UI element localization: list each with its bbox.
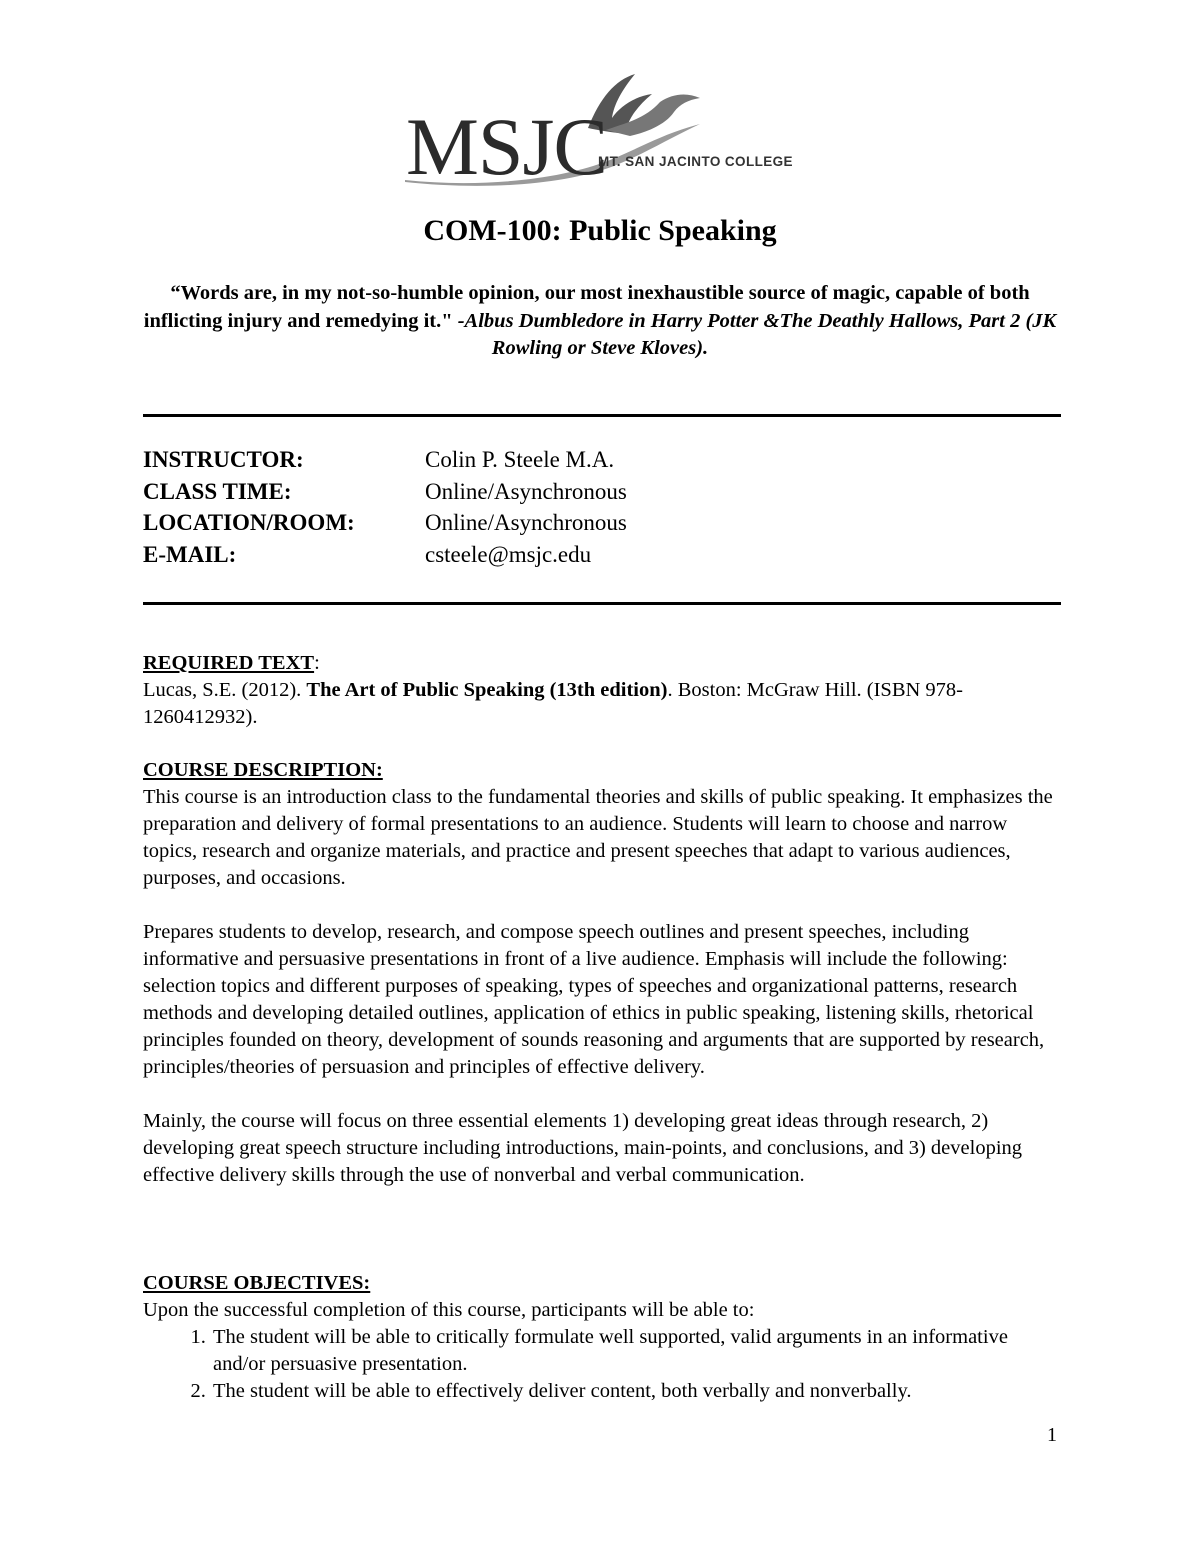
course-description-section	[143, 757, 1063, 1189]
info-row-class-time	[143, 476, 627, 508]
citation-book-title: The Art of Public Speaking (13th edition)	[306, 679, 668, 701]
page-number: 1	[1047, 1424, 1057, 1446]
divider-bottom	[143, 602, 1061, 605]
course-objectives-heading: COURSE OBJECTIVES:	[143, 1272, 371, 1294]
required-text-section	[143, 650, 1063, 731]
msjc-logo	[400, 68, 810, 192]
objectives-list	[143, 1324, 1063, 1405]
info-row-email	[143, 539, 627, 571]
course-info-block	[143, 444, 627, 570]
required-text-heading-suffix: :	[314, 652, 320, 674]
description-paragraph: Prepares students to develop, research, and compose speech outlines and present speeches, including informative and persuasive presentations in front of a live audience. Emphasis will include the following: selection topics and different purposes of speaking, types of speeches and organizational patterns, research methods and developing detailed outlines, application of ethics in public speaking, listening skills, rhetorical principles founded on theory, development of sounds reasoning and arguments that are supported by research, principles/theories of persuasion and principles of effective delivery.	[143, 921, 1045, 1078]
logo-wordmark: MSJC	[406, 101, 608, 192]
required-text-heading-label: REQUIRED TEXT	[143, 652, 315, 674]
instructor-value: Colin P. Steele M.A.	[425, 447, 615, 472]
course-objectives-section	[143, 1270, 1063, 1405]
instructor-label: INSTRUCTOR:	[143, 447, 304, 472]
class-time-value: Online/Asynchronous	[425, 478, 627, 504]
location-value: Online/Asynchronous	[425, 510, 627, 535]
class-time-label: CLASS TIME:	[143, 478, 292, 504]
email-label: E-MAIL:	[143, 541, 237, 567]
location-label: LOCATION/ROOM:	[143, 510, 355, 535]
description-paragraph: Mainly, the course will focus on three essential elements 1) developing great ideas through research, 2) developing great speech structure including introductions, main-points, and conclusions, and 3) developing effective delivery skills through the use of nonverbal and verbal communication.	[143, 1110, 1023, 1186]
required-text-citation	[143, 677, 1063, 731]
quote-text: “Words are, in my not-so-humble opinion, our most inexhaustible source of magic, capable of both inflicting injury and remedying it."	[143, 282, 1030, 332]
citation-before: Lucas, S.E. (2012).	[143, 679, 307, 701]
info-row-instructor	[143, 444, 627, 476]
divider-top	[143, 414, 1061, 417]
epigraph-quote	[138, 280, 1062, 363]
course-description-heading: COURSE DESCRIPTION:	[143, 759, 383, 781]
email-value: csteele@msjc.edu	[425, 541, 592, 567]
citation-after: . Boston: McGraw Hill. (ISBN 978-1260412932).	[143, 679, 963, 728]
logo-college-name: MT. SAN JACINTO COLLEGE	[598, 154, 793, 169]
info-row-location	[143, 507, 627, 539]
description-paragraph: This course is an introduction class to the fundamental theories and skills of public speaking. It emphasizes the preparation and delivery of formal presentations to an audience. Students will learn to choose and narrow topics, research and organize materials, and practice and present speeches that adapt to various audiences, purposes, and occasions.	[143, 786, 1053, 889]
objective-item: 1. The student will be able to critically formulate well supported, valid arguments in an informative and/or persuasive presentation.	[211, 1324, 1063, 1378]
required-text-heading	[143, 650, 1063, 677]
objective-item: 2. The student will be able to effectively deliver content, both verbally and nonverbally.	[211, 1378, 1063, 1405]
objectives-intro: Upon the successful completion of this course, participants will be able to:	[143, 1299, 755, 1321]
page-title: COM-100: Public Speaking	[423, 214, 777, 247]
quote-attribution: -Albus Dumbledore in Harry Potter &The Deathly Hallows, Part 2 (JK Rowling or Steve Kloves).	[457, 309, 1057, 359]
